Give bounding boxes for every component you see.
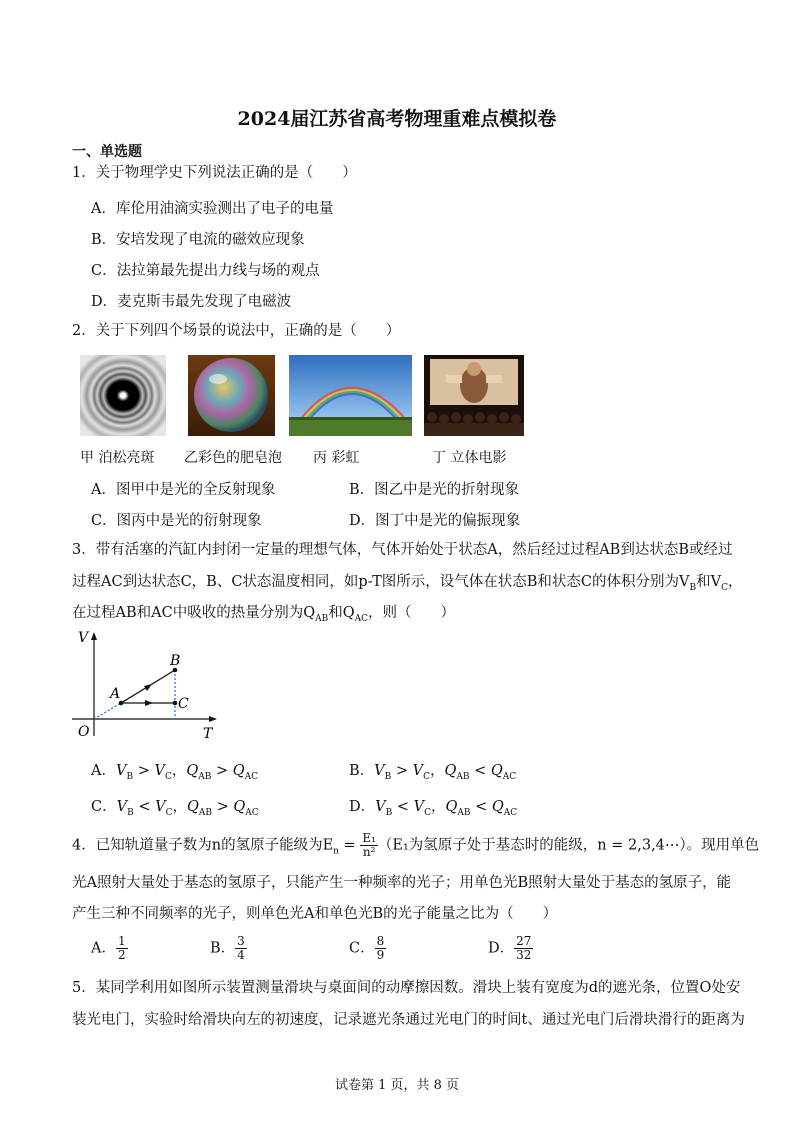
question-4-line-3: 产生三种不同频率的光子，则单色光A和单色光B的光子能量之比为（ ）: [72, 906, 558, 922]
question-3-line-3: 在过程AB和AC中吸收的热量分别为$Q_{AB}$和$Q_{AC}$，则（ ）: [72, 605, 455, 624]
v-axis-label: V: [78, 630, 89, 646]
question-2-option-d: D．图丁中是光的偏振现象: [349, 513, 521, 529]
question-2-option-a: A．图甲中是光的全反射现象: [91, 482, 276, 498]
question-1-option-b: B．安培发现了电流的磁效应现象: [91, 232, 305, 248]
question-3-option-c: C．$V_B < V_C$，$Q_{AB} > Q_{AC}$: [91, 799, 259, 818]
question-3-line-2: 过程AC到达状态C，B、C状态温度相同，如p-T图所示，设气体在状态B和状态C的体积分别为$V_B$和$V_C$，: [72, 574, 743, 593]
question-4-option-b: B． $\frac{3}{4}$: [210, 934, 245, 962]
t-axis-label: T: [203, 726, 213, 742]
section-heading: 一、单选题: [72, 144, 142, 160]
3d-movie-image: [424, 355, 524, 436]
caption-yi: 乙彩色的肥皂泡: [184, 450, 282, 466]
origin-label: O: [78, 724, 90, 740]
question-1-option-c: C．法拉第最先提出力线与场的观点: [91, 263, 320, 279]
question-1-option-a: A．库伦用油滴实验测出了电子的电量: [91, 201, 334, 217]
question-1-stem: 1．关于物理学史下列说法正确的是（ ）: [72, 165, 357, 181]
question-3-line-1: 3．带有活塞的汽缸内封闭一定量的理想气体，气体开始处于状态A，然后经过过程AB到达状态B或经过: [72, 542, 733, 558]
question-1-option-d: D．麦克斯韦最先发现了电磁波: [91, 294, 292, 310]
question-4-line-2: 光A照射大量处于基态的氢原子，只能产生一种频率的光子；用单色光B照射大量处于基态的氢原子，能: [72, 875, 732, 891]
question-5-line-1: 5．某同学利用如图所示装置测量滑块与桌面间的动摩擦因数。滑块上装有宽度为d的遮光条，位置O处安: [72, 980, 741, 996]
question-2-option-c: C．图丙中是光的衍射现象: [91, 513, 262, 529]
page-footer: 试卷第 1 页，共 8 页: [334, 1078, 460, 1093]
point-c-label: C: [178, 696, 189, 712]
point-b-label: B: [170, 653, 181, 669]
question-4-option-d: D． $\frac{27}{32}$: [488, 934, 532, 962]
caption-bing: 丙 彩虹: [313, 450, 360, 466]
poisson-spot-image: [80, 355, 166, 436]
soap-bubble-image: [188, 355, 275, 436]
question-4-option-c: C． $\frac{8}{9}$: [349, 934, 385, 962]
energy-level-fraction: $\frac{\text{E₁}}{\text{n²}}$: [362, 831, 376, 859]
rainbow-image: [289, 355, 412, 436]
caption-jia: 甲 泊松亮斑: [80, 450, 155, 466]
point-a-label: A: [110, 686, 121, 702]
question-5-line-2: 装光电门，实验时给滑块向左的初速度，记录遮光条通过光电门的时间t、通过光电门后滑块滑行的距离为: [72, 1012, 745, 1028]
question-3-option-d: D．$V_B < V_C$，$Q_{AB} < Q_{AC}$: [349, 799, 518, 818]
question-3-option-b: B．$V_B > V_C$，$Q_{AB} < Q_{AC}$: [349, 763, 517, 782]
caption-ding: 丁 立体电影: [432, 450, 507, 466]
question-4-option-a: A． $\frac{1}{2}$: [91, 934, 126, 962]
vt-graph: [68, 628, 228, 743]
page-title: 2024届江苏省高考物理重难点模拟卷: [237, 108, 557, 130]
question-3-option-a: A．$V_B > V_C$，$Q_{AB} > Q_{AC}$: [91, 763, 259, 782]
question-2-option-b: B．图乙中是光的折射现象: [349, 482, 520, 498]
question-2-stem: 2．关于下列四个场景的说法中，正确的是（ ）: [72, 323, 401, 339]
question-4-line-1: 4．已知轨道量子数为n的氢原子能级为$E_n$ = $\frac{\text{E₁}}{\text{n²}}$ （E₁为氢原子处于基态时的能级，n = 2,3,4⋯）。现用单色: [72, 831, 760, 859]
